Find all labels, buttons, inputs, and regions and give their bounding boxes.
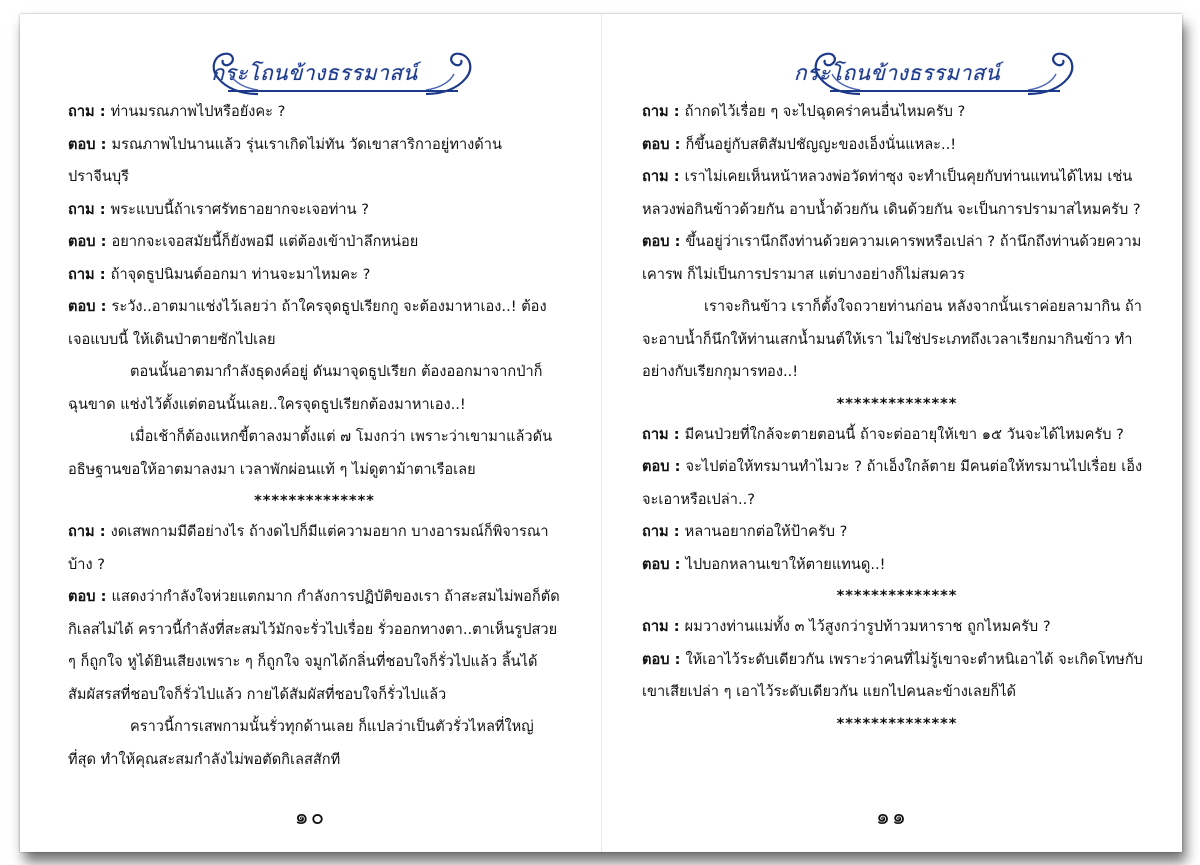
paragraph-text: แสดงว่ากำลังใจห่วยแตกมาก กำลังการปฏิบัติของเรา ถ้าสะสมไม่พอก็ตัดกิเลสไม่ได้ คราวนี้กำลังที่สะสมไว้มักจะรั่วไปเรื่อย รั่วออกทางตา..ตาเห็นรูปสวย ๆ ก็ถูกใจ หูได้ยินเสียงเพราะ ๆ ก็ถูกใจ จมูกได้กลิ่นที่ชอบใจก็รั่วไปแล้ว ลิ้นได้สัมผัสรสที่ชอบใจก็รั่วไปแล้ว กายได้สัมผัสที่ชอบใจก็รั่วไปแล้ว <box>68 588 560 703</box>
answer-label: ตอบ : <box>68 298 112 315</box>
question-label: ถาม : <box>68 200 111 218</box>
question-paragraph <box>642 96 1152 129</box>
body-paragraph <box>68 711 561 776</box>
page-header <box>68 14 561 96</box>
book-spread <box>20 14 1182 852</box>
right-page <box>601 14 1182 852</box>
page-content <box>68 96 561 776</box>
answer-label: ตอบ : <box>642 135 686 153</box>
question-label: ถาม : <box>642 168 685 185</box>
section-separator: ************** <box>836 714 958 732</box>
question-label: ถาม : <box>68 523 111 540</box>
section-separator: ************** <box>836 587 958 604</box>
header-rule <box>228 90 458 92</box>
answer-label: ตอบ : <box>642 650 686 668</box>
ornament-flourish-icon <box>802 48 862 96</box>
answer-paragraph <box>642 549 1152 582</box>
body-paragraph <box>68 421 561 486</box>
paragraph-text: เมื่อเช้าก็ต้องแหกขี้ตาลงมาตั้งแต่ ๗ โมงกว่า เพราะว่าเขามาแล้วดันอธิษฐานขอให้อาตมาลงมา เวลาพักผ่อนแท้ ๆ ไม่ดูตาม้าตาเรือเลย <box>68 428 553 478</box>
question-paragraph <box>68 194 561 227</box>
book-title: กระโถนข้างธรรมาสน์ <box>793 61 1001 85</box>
paragraph-text: หลานอยากต่อให้ป้าครับ ? <box>684 523 848 540</box>
question-paragraph <box>642 419 1152 452</box>
paragraph-text: มีคนป่วยที่ใกล้จะตายตอนนี้ ถ้าจะต่ออายุให้เขา ๑๕ วันจะได้ไหมครับ ? <box>684 425 1124 443</box>
paragraph-text: ให้เอาไว้ระดับเดียวกัน เพราะว่าคนที่ไม่รู้เขาจะตำหนิเอาได้ จะเกิดโทษกับเขาเสียเปล่า ๆ เอาไว้ระดับเดียวกัน แยกไปคนละข้างเลยก็ได้ <box>642 650 1143 700</box>
answer-label: ตอบ : <box>68 135 112 153</box>
page-number: ๑๑ <box>876 805 908 830</box>
paragraph-text: มรณภาพไปนานแล้ว รุ่นเราเกิดไม่ทัน วัดเขาสาริกาอยู่ทางด้านปราจีนบุรี <box>68 135 502 185</box>
answer-label: ตอบ : <box>642 458 686 475</box>
question-label: ถาม : <box>642 103 685 120</box>
paragraph-text: ถ้าจุดธูปนิมนต์ออกมา ท่านจะมาไหมคะ ? <box>110 265 371 283</box>
body-paragraph <box>68 356 561 421</box>
header-rule <box>830 90 1060 92</box>
page-number: ๑๐ <box>294 805 327 830</box>
answer-paragraph <box>68 129 561 194</box>
answer-paragraph <box>68 226 561 259</box>
paragraph-text: คราวนี้การเสพกามนั้นรั่วทุกด้านเลย ก็แปลว่าเป็นตัวรั่วไหลที่ใหญ่ที่สุด ทำให้คุณสะสมกำลังไม่พอตัดกิเลสสักที <box>68 718 534 768</box>
ornament-flourish-icon <box>1026 48 1086 96</box>
answer-paragraph <box>68 581 561 711</box>
question-paragraph <box>68 259 561 292</box>
section-separator: ************** <box>254 492 375 509</box>
question-paragraph <box>68 516 561 581</box>
paragraph-text: อยากจะเจอสมัยนี้ก็ยังพอมี แต่ต้องเข้าป่าลึกหน่อย <box>111 233 419 250</box>
paragraph-text: ผมวางท่านแม่ทั้ง ๓ ไว้สูงกว่ารูปท้าวมหาราช ถูกไหมครับ ? <box>684 618 1051 635</box>
answer-paragraph <box>642 129 1152 162</box>
paragraph-text: เราไม่เคยเห็นหน้าหลวงพ่อวัดท่าซุง จะทำเป็นคุยกับท่านแทนได้ไหม เช่น หลวงพ่อกินข้าวด้วยกัน อาบน้ำด้วยกัน เดินด้วยกัน จะเป็นการปรามาสไหมครับ ? <box>642 168 1141 218</box>
question-label: ถาม : <box>642 425 685 443</box>
question-label: ถาม : <box>68 265 111 283</box>
paragraph-text: ก็ขึ้นอยู่กับสติสัมปชัญญะของเอ็งนั่นแหละ..! <box>685 135 957 153</box>
answer-paragraph <box>642 451 1152 516</box>
paragraph-text: พระแบบนี้ถ้าเราศรัทธาอยากจะเจอท่าน ? <box>110 200 369 218</box>
ornament-flourish-icon <box>200 48 260 96</box>
question-paragraph <box>642 161 1152 226</box>
question-label: ถาม : <box>68 103 111 120</box>
answer-label: ตอบ : <box>642 555 686 573</box>
question-paragraph <box>642 611 1152 644</box>
answer-label: ตอบ : <box>68 588 112 605</box>
section-separator: ************** <box>836 394 958 412</box>
ornament-flourish-icon <box>424 48 484 96</box>
paragraph-text: งดเสพกามมีดีอย่างไร ถ้างดไปก็มีแต่ความอยาก บางอารมณ์ก็พิจารณาบ้าง ? <box>68 523 549 573</box>
answer-label: ตอบ : <box>68 233 112 250</box>
book-title: กระโถนข้างธรรมาสน์ <box>211 61 418 85</box>
paragraph-text: ระวัง..อาตมาแช่งไว้เลยว่า ถ้าใครจุดธูปเรียกกู จะต้องมาหาเอง..! ต้องเจอแบบนี้ ให้เดินป่าตายซักไปเลย <box>68 298 547 348</box>
question-label: ถาม : <box>642 618 685 635</box>
body-paragraph <box>642 291 1152 389</box>
left-page <box>20 14 601 852</box>
question-paragraph <box>642 516 1152 549</box>
paragraph-text: ขึ้นอยู่ว่าเรานึกถึงท่านด้วยความเคารพหรือเปล่า ? ถ้านึกถึงท่านด้วยความเคารพ ก็ไม่เป็นการปรามาส แต่บางอย่างก็ไม่สมควร <box>642 233 1142 283</box>
paragraph-text: เราจะกินข้าว เราก็ตั้งใจถวายท่านก่อน หลังจากนั้นเราค่อยลามากิน ถ้าจะอาบน้ำก็นึกให้ท่านเสกน้ำมนต์ให้เรา ไม่ใช่ประเภทถึงเวลาเรียกมากินข้าว ทำอย่างกับเรียกกุมารทอง..! <box>642 298 1142 380</box>
paragraph-text: จะไปต่อให้ทรมานทำไมวะ ? ถ้าเอ็งใกล้ตาย มีคนต่อให้ทรมานไปเรื่อย เอ็งจะเอาหรือเปล่า..? <box>642 458 1143 508</box>
page-content <box>642 96 1152 739</box>
paragraph-text: ตอนนั้นอาตมากำลังธุดงค์อยู่ ดันมาจุดธูปเรียก ต้องออกมาจากป่าก็ฉุนขาด แช่งไว้ตั้งแต่ตอนนั้นเลย..ใครจุดธูปเรียกต้องมาหาเอง..! <box>68 363 543 413</box>
paragraph-text: ท่านมรณภาพไปหรือยังคะ ? <box>110 103 286 120</box>
answer-paragraph <box>642 226 1152 291</box>
answer-paragraph <box>642 644 1152 709</box>
question-label: ถาม : <box>642 523 685 540</box>
page-header <box>642 14 1152 96</box>
paragraph-text: ถ้ากดไว้เรื่อย ๆ จะไปฉุดคร่าคนอื่นไหมครับ ? <box>684 103 966 120</box>
paragraph-text: ไปบอกหลานเขาให้ตายแทนดู..! <box>685 555 886 573</box>
question-paragraph <box>68 96 561 129</box>
answer-label: ตอบ : <box>642 233 686 250</box>
answer-paragraph <box>68 291 561 356</box>
